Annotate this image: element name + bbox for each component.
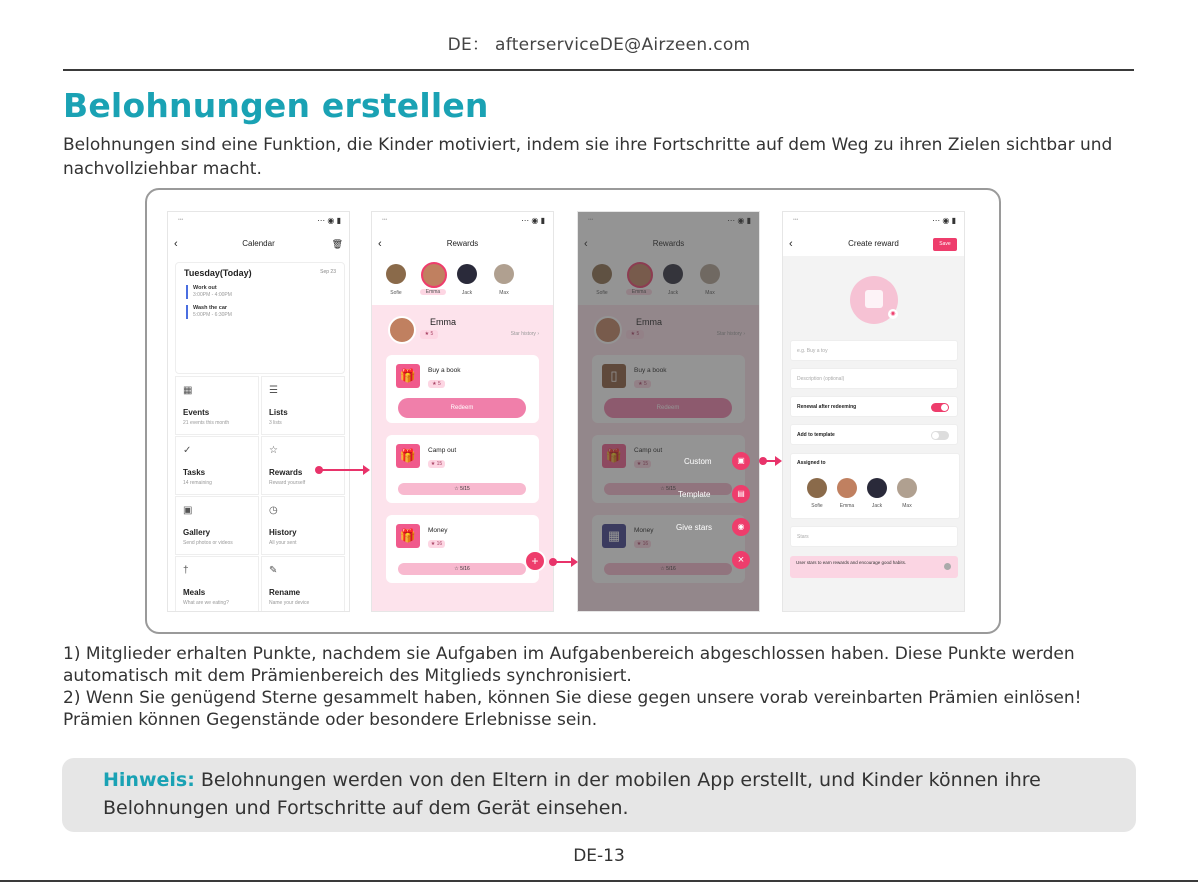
camera-icon[interactable]: ◉ — [888, 309, 898, 319]
arrow-custom-to-create — [762, 460, 776, 462]
info-bar: User stars to earn rewards and encourage good habits. — [790, 556, 958, 578]
tile-label: Rename — [269, 588, 301, 597]
member-name: Sofie — [390, 290, 402, 296]
member-avatar[interactable] — [457, 264, 477, 284]
give-stars-button[interactable]: ◉ — [732, 518, 750, 536]
footer-rule — [0, 880, 1198, 882]
rewards-screen — [371, 211, 554, 612]
image-icon: ▣ — [183, 505, 193, 516]
back-icon[interactable]: ‹ — [378, 238, 382, 250]
event-item[interactable]: Work out 3:00PM - 4:00PM — [186, 285, 232, 299]
description-field[interactable]: Description (optional) — [790, 368, 958, 389]
give-stars-label: Give stars — [676, 523, 713, 532]
date-label: Sep 23 — [320, 269, 336, 275]
tile-subtitle: What are we eating? — [183, 600, 229, 606]
intro-text: Belohnungen sind eine Funktion, die Kinder motiviert, indem sie ihre Fortschritte auf dem Weg zu ihren Zielen sichtbar und nachvollziehbar macht. — [63, 135, 1113, 179]
nav-bar — [372, 236, 553, 252]
member-avatar[interactable] — [494, 264, 514, 284]
reward-name: Buy a book — [428, 367, 461, 374]
screen-title: Rewards — [446, 239, 479, 248]
edit-icon: ✎ — [269, 565, 278, 576]
note-label: Hinweis: — [103, 769, 195, 791]
image-icon — [865, 290, 883, 308]
tile-label: Gallery — [183, 528, 211, 537]
tile-gallery[interactable] — [175, 496, 259, 555]
status-bar: ••• ⋯ ◉ ▮ — [793, 216, 956, 225]
back-icon[interactable]: ‹ — [174, 238, 178, 250]
tile-rename[interactable] — [261, 556, 345, 612]
tile-subtitle: 3 lists — [269, 420, 282, 426]
body-text — [63, 643, 1133, 731]
custom-label: Custom — [684, 457, 712, 466]
tile-subtitle: Reward yourself — [269, 480, 306, 486]
reward-name-field[interactable]: e.g. Buy a toy — [790, 340, 958, 361]
header-email: DE： afterserviceDE@Airzeen.com — [447, 35, 751, 55]
note-body: Belohnungen werden von den Eltern in der mobilen App erstellt, und Kinder können ihre Belohnungen und Fortschritte auf dem Gerät einsehen. — [103, 769, 1041, 819]
tile-label: Lists — [269, 408, 288, 417]
template-button[interactable]: ▤ — [732, 485, 750, 503]
tile-meals[interactable] — [175, 556, 259, 612]
tile-label: Tasks — [183, 468, 206, 477]
avatar — [388, 316, 416, 344]
gift-icon: ☆ — [269, 445, 278, 456]
nav-bar — [168, 236, 349, 252]
member-name: Jack — [871, 503, 883, 509]
star-history-link[interactable]: Star history › — [510, 331, 539, 337]
tile-label: Rewards — [269, 468, 303, 477]
save-button[interactable]: Save — [933, 238, 957, 251]
gift-icon: 🎁 — [396, 524, 420, 548]
today-card — [175, 262, 345, 374]
template-toggle[interactable] — [931, 431, 949, 440]
member-name: Max — [499, 290, 509, 296]
member-avatar[interactable] — [867, 478, 887, 498]
reward-stars: ★ 16 — [428, 540, 445, 548]
arrow-rewards-to-screen — [318, 469, 364, 471]
member-row — [372, 264, 553, 304]
star-badge: ★ 5 — [420, 330, 438, 339]
reward-name: Money — [428, 527, 448, 534]
back-icon[interactable]: ‹ — [789, 238, 793, 250]
member-avatar[interactable] — [386, 264, 406, 284]
clock-icon: ◷ — [269, 505, 278, 516]
status-bar: ••• ⋯ ◉ ▮ — [382, 216, 545, 225]
tile-subtitle: Name your device — [269, 600, 310, 606]
template-label: Template — [678, 490, 711, 499]
renewal-toggle[interactable] — [931, 403, 949, 412]
template-row: Add to template — [790, 424, 958, 445]
member-name: Max — [902, 503, 912, 509]
day-label: Tuesday(Today) — [184, 268, 252, 278]
status-bar: ••• ⋯ ◉ ▮ — [178, 216, 341, 225]
progress-bar: ☆ 5/16 — [398, 563, 526, 575]
reward-stars: ★ 15 — [428, 460, 445, 468]
note-text — [103, 766, 1113, 822]
checklist-icon: ✓ — [183, 445, 192, 456]
tile-tasks[interactable] — [175, 436, 259, 495]
progress-bar: ☆ 5/15 — [398, 483, 526, 495]
redeem-button[interactable]: Redeem — [398, 398, 526, 418]
close-icon[interactable]: × — [732, 551, 750, 569]
list-icon: ☰ — [269, 385, 278, 396]
calendar-screen — [167, 211, 350, 612]
arrow-add-to-menu — [552, 561, 572, 563]
page-number: DE-13 — [573, 846, 625, 866]
member-avatar[interactable] — [837, 478, 857, 498]
tile-subtitle: 21 events this month — [183, 420, 230, 426]
member-name: Emma — [420, 289, 446, 295]
screen-title: Create reward — [848, 239, 899, 248]
reward-stars: ★ 5 — [428, 380, 445, 388]
gift-icon: 🎁 — [396, 364, 420, 388]
screen-title: Calendar — [242, 239, 275, 248]
tile-label: Meals — [183, 588, 206, 597]
tile-label: Events — [183, 408, 210, 417]
gift-icon: 🎁 — [396, 444, 420, 468]
custom-button[interactable]: ▣ — [732, 452, 750, 470]
header-rule — [63, 69, 1134, 71]
member-name: Emma — [430, 317, 457, 327]
tile-subtitle: All your sent — [269, 540, 297, 546]
member-name: Emma — [839, 503, 855, 509]
utensils-icon: † — [183, 565, 189, 576]
add-reward-button[interactable]: + — [524, 550, 546, 572]
rewards-menu-screen — [577, 211, 760, 612]
member-avatar-selected[interactable] — [421, 262, 447, 288]
member-avatar[interactable] — [807, 478, 827, 498]
tile-rewards[interactable] — [261, 436, 345, 495]
create-reward-screen — [782, 211, 965, 612]
info-icon — [944, 563, 951, 570]
tile-subtitle: Send photos or videos — [183, 540, 233, 546]
trash-icon[interactable]: 🗑 — [331, 239, 343, 249]
member-avatar[interactable] — [897, 478, 917, 498]
body-paragraph: 1) Mitglieder erhalten Punkte, nachdem sie Aufgaben im Aufgabenbereich abgeschlossen haben. Diese Punkte werden automatisch mit dem Prämienbereich des Mitglieds synchronisiert. — [63, 644, 1075, 686]
calendar-icon: ▦ — [183, 385, 193, 396]
page-title: Belohnungen erstellen — [63, 86, 489, 125]
stars-field[interactable]: Stars — [790, 526, 958, 547]
assigned-heading: Assigned to — [797, 460, 826, 466]
reward-name: Camp out — [428, 447, 457, 454]
assigned-section — [790, 453, 960, 519]
member-name: Sofie — [811, 503, 823, 509]
tile-label: History — [269, 528, 297, 537]
body-paragraph: 2) Wenn Sie genügend Sterne gesammelt haben, können Sie diese gegen unsere vorab vereinbarten Prämien einlösen! Prämien können Gegenstände oder besondere Erlebnisse sein. — [63, 688, 1082, 730]
menu-overlay[interactable] — [578, 212, 759, 611]
tile-events[interactable] — [175, 376, 259, 435]
tile-history[interactable] — [261, 496, 345, 555]
member-name: Jack — [461, 290, 473, 296]
renewal-row: Renewal after redeeming — [790, 396, 958, 417]
event-item[interactable]: Wash the car 5:00PM - 6:30PM — [186, 305, 232, 319]
tile-lists[interactable] — [261, 376, 345, 435]
tile-subtitle: 14 remaining — [183, 480, 212, 486]
